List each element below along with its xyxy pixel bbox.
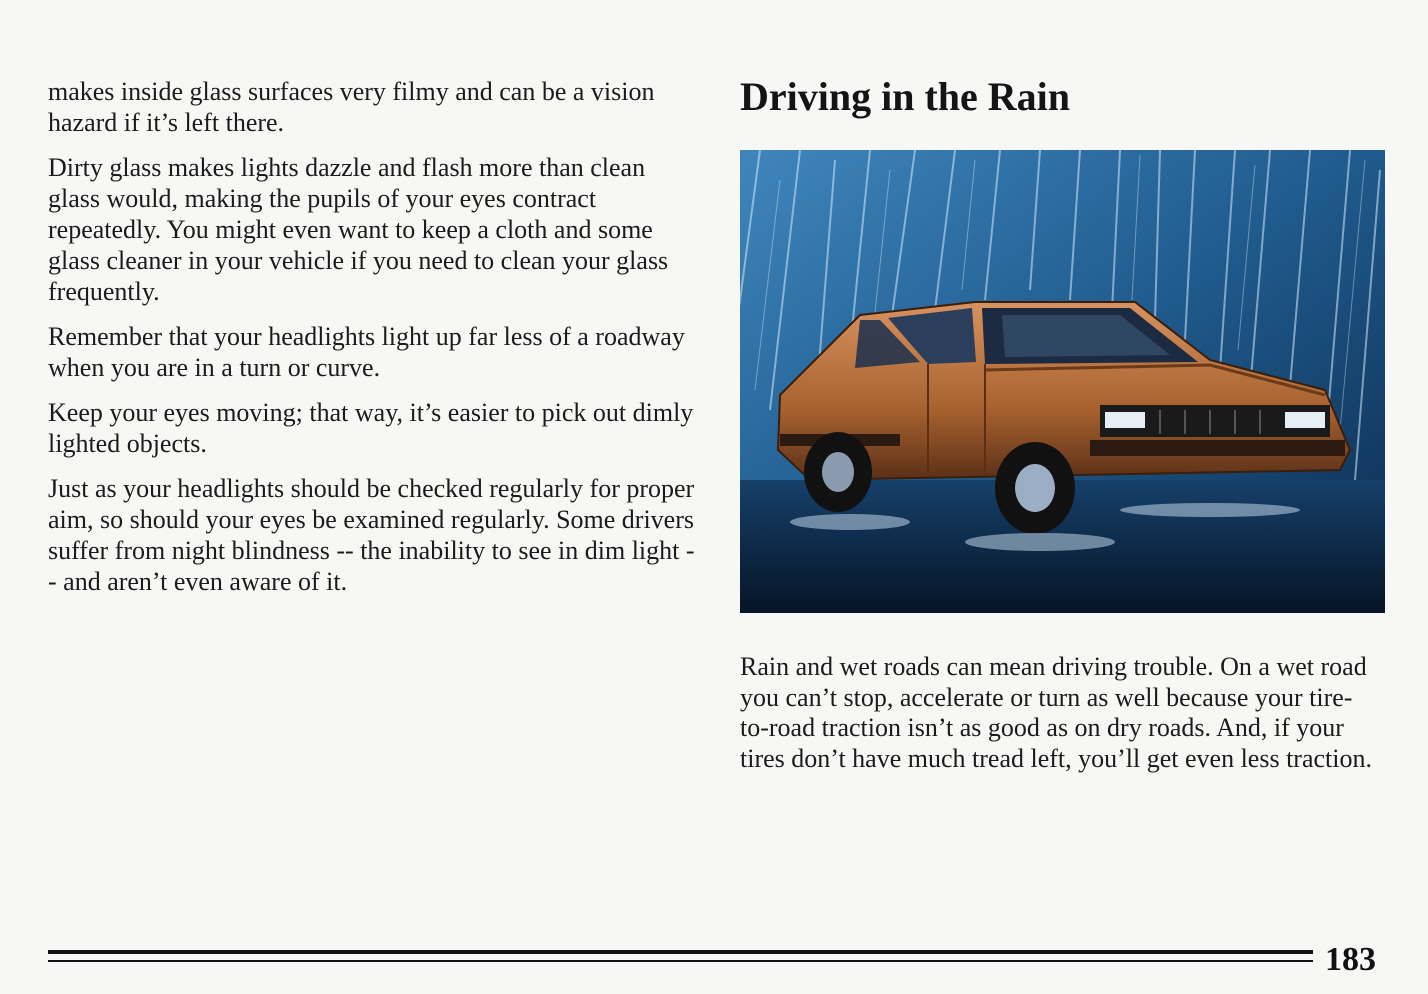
rain-driving-paragraph: Rain and wet roads can mean driving trouble. On a wet road you can’t stop, accelerate or turn as well because your tire-to-road traction isn’t as good as on dry roads. And, if your tires don’t have much tread left, you’ll get even less traction. <box>740 652 1372 773</box>
right-column <box>740 72 1385 122</box>
paragraph-eyes-moving: Keep your eyes moving; that way, it’s easier to pick out dimly lighted objects. <box>48 398 694 458</box>
footer-rule <box>48 950 1313 966</box>
paragraph-night-blindness: Just as your headlights should be checked regularly for proper aim, so should your eyes be examined regularly. Some drivers suffer from night blindness -- the inability to see in dim light -- and aren’t even aware of it. <box>48 474 695 596</box>
left-column <box>48 76 698 611</box>
page-number: 183 <box>1325 941 1376 978</box>
section-heading: Driving in the Rain <box>740 74 1071 119</box>
paragraph-glass-film: makes inside glass surfaces very filmy and can be a vision hazard if it’s left there. <box>48 77 655 137</box>
paragraph-dirty-glass: Dirty glass makes lights dazzle and flash more than clean glass would, making the pupils of your eyes contract repeatedly. You might even want to keep a cloth and some glass cleaner in your vehicle if you need to clean your glass frequently. <box>48 153 669 306</box>
car-in-rain-illustration <box>740 150 1385 613</box>
paragraph-headlights-turn: Remember that your headlights light up far less of a roadway when you are in a turn or curve. <box>48 322 685 382</box>
